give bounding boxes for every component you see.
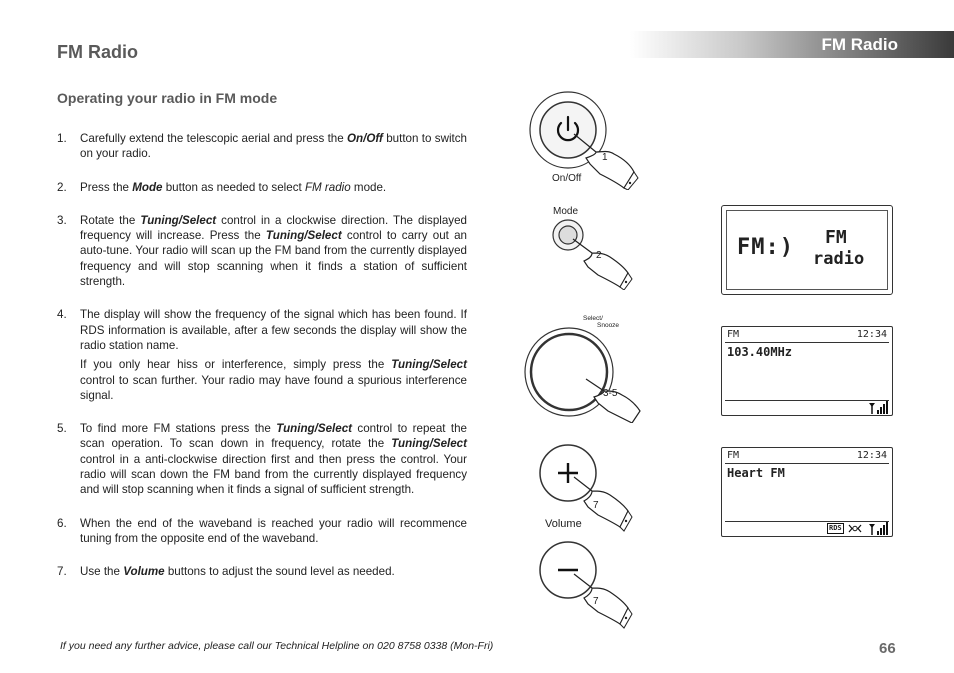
onoff-button-figure	[526, 90, 656, 190]
step-text: Press the	[80, 180, 133, 194]
display-splash	[721, 205, 893, 295]
page-number: 66	[879, 640, 896, 657]
step-text: Carefully extend the telescopic aerial and press the	[80, 132, 348, 145]
step-1	[57, 131, 467, 162]
onoff-label: On/Off	[552, 173, 582, 184]
step-text: mode.	[350, 180, 387, 194]
tuning-select-term: Tuning/Select	[276, 422, 353, 436]
select-dial-figure	[524, 313, 654, 423]
divider	[725, 342, 889, 343]
mode-button-figure	[540, 205, 650, 290]
divider	[725, 463, 889, 464]
radio-title: radio	[813, 249, 865, 269]
header-banner	[630, 31, 954, 58]
signal-strength-icon	[868, 401, 888, 414]
step-callout: 3-5	[603, 388, 618, 399]
step-text: When the end of the waveband is reached your radio will recommence tuning from the opposite end of the waveband.	[80, 516, 467, 545]
section-title: Operating your radio in FM mode	[57, 90, 278, 106]
display-frequency	[721, 326, 893, 416]
fm-title: FM	[825, 227, 847, 248]
volume-term: Volume	[123, 565, 165, 579]
header-banner-text: FM Radio	[821, 35, 898, 54]
step-3	[57, 213, 467, 289]
snooze-label: Snooze	[597, 322, 620, 329]
fm-logo-text: FM:)	[737, 235, 794, 260]
mode-label: Mode	[553, 206, 579, 217]
step-number: 6.	[57, 516, 67, 530]
tuning-select-term: Tuning/Select	[265, 229, 342, 243]
tuning-select-term: Tuning/Select	[391, 358, 467, 372]
volume-down-figure	[536, 540, 646, 632]
power-icon	[526, 90, 656, 190]
step-text: control to repeat the scan operation. To scan down in frequency, rotate the	[80, 422, 468, 451]
minus-icon	[536, 540, 646, 632]
divider	[725, 400, 889, 401]
onoff-term: On/Off	[347, 132, 383, 145]
step-text: control in a anti-clockwise direction first and then press the control. Your radio will scan down the FM band from the currently displayed frequency and will stop scanning when it finds a signal of sufficient strength.	[80, 452, 467, 497]
step-2	[57, 180, 467, 195]
step-text: If you only hear hiss or interference, simply press the	[80, 358, 392, 372]
step-text: control in a clockwise direction. The displayed frequency will increase. Press the	[80, 213, 467, 243]
display-station	[721, 447, 893, 537]
step-text: button as needed to select	[162, 180, 305, 194]
step-text: control to scan further. Your radio may have found a spurious interference signal.	[80, 373, 467, 402]
step-text: buttons to adjust the sound level as needed.	[164, 565, 395, 579]
instruction-steps	[57, 131, 467, 580]
step-text: To find more FM stations press the	[80, 422, 277, 436]
step-4	[57, 307, 467, 403]
step-number: 5.	[57, 422, 67, 436]
stereo-icon	[848, 523, 862, 534]
step-callout: 1	[602, 152, 608, 163]
tuning-select-term: Tuning/Select	[140, 213, 217, 227]
step-number: 3.	[57, 213, 67, 227]
step-text: control to carry out an auto-tune. Your radio will scan up the FM band from the currently displayed frequency and will stop scanning when it finds a station of sufficient strength.	[80, 229, 467, 289]
step-callout: 2	[596, 250, 602, 261]
signal-strength-icon	[868, 522, 888, 535]
step-text: Rotate the	[80, 213, 141, 227]
step-number: 7.	[57, 565, 67, 579]
volume-label: Volume	[545, 518, 582, 530]
rds-indicator: RDS	[829, 524, 842, 532]
mode-text: FM	[727, 450, 740, 461]
step-callout: 7	[593, 500, 599, 511]
tuning-select-term: Tuning/Select	[391, 437, 467, 451]
station-name-text: Heart FM	[727, 466, 785, 480]
page-title: FM Radio	[57, 42, 138, 62]
clock-text: 12:34	[856, 329, 887, 340]
step-text: The display will show the frequency of the signal which has been found. If RDS information is available, after a few seconds the display will show the radio station name.	[80, 308, 467, 352]
step-7	[57, 564, 467, 579]
step-number: 1.	[57, 132, 67, 145]
frequency-text: 103.40MHz	[727, 345, 793, 359]
step-text: button to switch on your radio.	[80, 132, 467, 161]
step-number: 4.	[57, 308, 67, 322]
step-5	[57, 421, 467, 497]
mode-term: Mode	[132, 180, 163, 194]
mode-text: FM	[727, 329, 740, 340]
fm-radio-term: FM radio	[304, 180, 351, 194]
clock-text: 12:34	[856, 450, 887, 461]
display-screen	[726, 210, 888, 290]
step-text: Use the	[80, 565, 124, 579]
helpline-footer: If you need any further advice, please call our Technical Helpline on 020 8758 0338 (Mon-Fri)	[60, 640, 494, 652]
step-callout: 7	[593, 596, 599, 607]
divider	[725, 521, 889, 522]
step-6	[57, 516, 467, 547]
volume-up-figure	[536, 443, 646, 535]
mode-button-icon	[540, 205, 650, 290]
tuning-dial-icon	[524, 313, 654, 423]
step-number: 2.	[57, 180, 67, 194]
select-label: Select/	[583, 315, 603, 322]
